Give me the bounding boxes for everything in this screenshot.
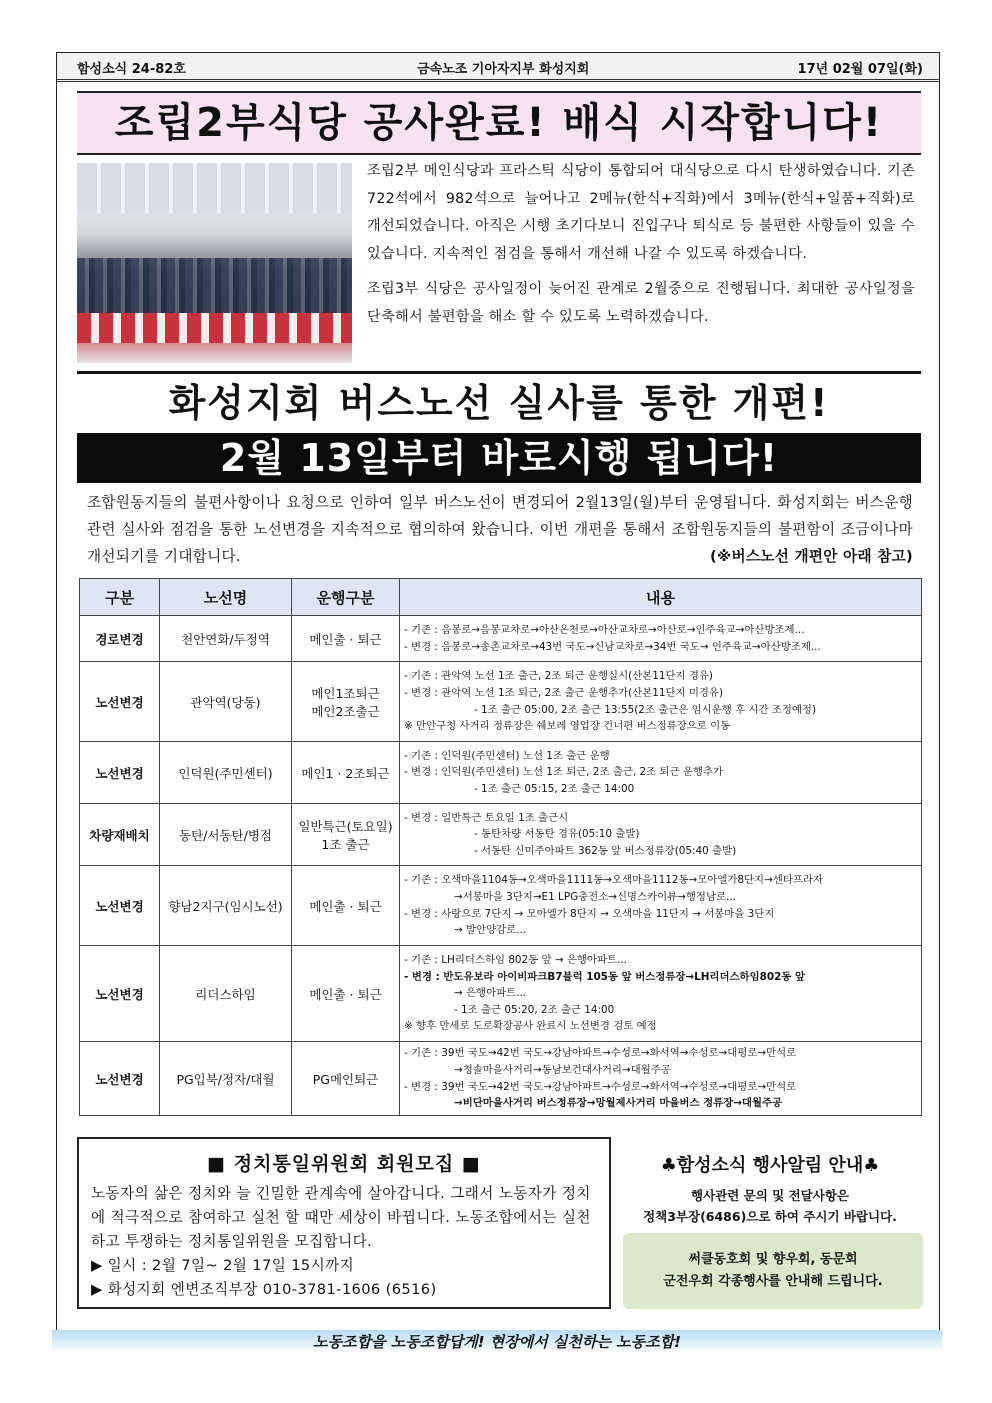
issue-date: 17년 02월 07일(화) — [797, 62, 923, 77]
content-line: - 서동탄 신미주아파트 362동 앞 버스정류장(05:40 출발) — [474, 844, 737, 857]
bus-route-table — [79, 578, 922, 1116]
bus-intro-note: (※버스노선 개편안 아래 참고) — [710, 548, 913, 565]
content-line: → 은행아파트... — [454, 987, 527, 1000]
table-row — [80, 662, 922, 742]
row-type: 경로변경 — [80, 616, 160, 662]
issue-number: 함성소식 24-82호 — [77, 62, 186, 77]
table-row — [80, 866, 922, 946]
content-line: - 동탄차량 서동탄 경유(05:10 출발) — [474, 828, 640, 841]
recruit-title: ■ 정치통일위원회 회원모집 ■ — [207, 1153, 481, 1175]
table-row — [80, 804, 922, 866]
col-content: 내용 — [400, 579, 922, 616]
content-line: → 발안양감로... — [454, 924, 527, 937]
bus-intro — [87, 489, 913, 570]
content-line: - 1조 출근 05:20, 2조 출근 14:00 — [454, 1003, 615, 1016]
content-line: →서봉마을 3단지→E1 LPG충전소→신명스카이뷰→행정남로... — [454, 890, 736, 903]
recruit-box — [77, 1137, 611, 1309]
content-line: ※ 만안구청 사거리 정류장은 쉐보레 영업장 건너편 버스정류장으로 이동 — [404, 720, 731, 733]
col-type: 구분 — [80, 579, 160, 616]
recruit-text: 노동자의 삶은 정치와 늘 긴밀한 관계속에 살아갑니다. 그래서 노동자가 정치에 적극적으로 참여하고 실천 할 때만 세상이 바뀝니다. 노동조합에서는 실천하고 투쟁하는 정치통일위원을 모집합니다. — [91, 1185, 591, 1250]
event-info-line-2: 정책3부장(6486)으로 하여 주시기 바랍니다. — [643, 1209, 897, 1224]
row-route: 인덕원(주민센터) — [160, 742, 292, 804]
content-line: - 기존 : 관악역 노선 1조 출근, 2조 퇴근 운행실시(산본11단지 경유) — [404, 670, 713, 683]
header-bar — [57, 53, 939, 82]
cafeteria-para-1: 조립2부 메인식당과 프라스틱 식당이 통합되어 대식당으로 다시 탄생하였습니다. 기존 722석에서 982석으로 늘어나고 2메뉴(한식+직화)에서 3메뉴(한식+일품+직화)로 개선되었습니다. 아직은 시행 초기다보니 진입구나 퇴식로 등 불편한 사항들이 있을 수 있습니다. 지속적인 점검을 통해서 개선해 나갈 수 있도록 하겠습니다. — [367, 163, 915, 262]
recruit-date: ▶ 일시 : 2월 7일~ 2월 17일 15시까지 — [91, 1257, 355, 1274]
content-line: - 1조 출근 05:15, 2조 출근 14:00 — [474, 782, 635, 795]
row-operation: 메인1 · 2조퇴근 — [292, 742, 400, 804]
content-line: - 변경 : 39번 국도→42번 국도→강남아파트→수성로→화서역→수성로→대평로→만석로 — [404, 1080, 797, 1093]
content-line: - 변경 : 관악역 노선 1조 퇴근, 2조 출근 운행추가(산본11단지 미경유) — [404, 686, 724, 699]
content-line: - 변경 : 사랑으로 7단지 → 모아엘가 8단지 → 오색마을 11단지 → 서봉마을 3단지 — [404, 907, 775, 920]
row-route: 리더스하임 — [160, 946, 292, 1042]
row-route: PG입북/정자/대월 — [160, 1042, 292, 1116]
recruit-body — [91, 1182, 597, 1302]
cafeteria-headline: 조립2부식당 공사완료! 배식 시작합니다! — [77, 91, 921, 155]
footer-slogan: 노동조합을 노동조합답게! 현장에서 실천하는 노동조합! — [52, 1330, 942, 1354]
row-route: 천안연화/두정역 — [160, 616, 292, 662]
content-line: - 기존 : 오색마을1104동→오색마을1111동→오색마을1112동→모아엘가8단지→센타프라자 — [404, 874, 823, 887]
row-operation: 일반특근(토요일) 1조 출근 — [292, 804, 400, 866]
content-line: - 1조 출근 05:00, 2조 출근 13:55(2조 출근은 임시운행 후 시간 조정예정) — [474, 703, 816, 716]
row-operation: 메인출 · 퇴근 — [292, 616, 400, 662]
row-content — [400, 662, 922, 742]
col-operation: 운행구분 — [292, 579, 400, 616]
row-type: 노선변경 — [80, 1042, 160, 1116]
table-row — [80, 616, 922, 662]
newsletter-page — [56, 52, 940, 1332]
row-type: 노선변경 — [80, 866, 160, 946]
content-line: - 변경 : 반도유보라 아이비파크B7블럭 105동 앞 버스정류장→LH리더스하임802동 앞 — [404, 970, 806, 983]
content-line: - 변경 : 일반특근 토요일 1조 출근시 — [404, 811, 569, 824]
row-type: 노선변경 — [80, 742, 160, 804]
event-notice-line-1: 써클동호회 및 향우회, 동문회 — [688, 1252, 858, 1267]
cafeteria-para-2: 조립3부 식당은 공사일정이 늦어진 관계로 2월중으로 진행됩니다. 최대한 공사일정을 단축해서 불편함을 해소 할 수 있도록 노력하겠습니다. — [367, 281, 915, 325]
event-title: ♣함성소식 행사알림 안내♣ — [660, 1155, 880, 1176]
row-content — [400, 742, 922, 804]
table-row — [80, 946, 922, 1042]
row-content — [400, 946, 922, 1042]
cafeteria-article — [367, 158, 915, 331]
row-operation: 메인출 · 퇴근 — [292, 866, 400, 946]
content-line: - 기존 : 인덕원(주민센터) 노선 1조 출근 운행 — [404, 749, 610, 762]
table-header-row — [80, 579, 922, 616]
row-operation: 메인출 · 퇴근 — [292, 946, 400, 1042]
bus-headline: 화성지회 버스노선 실사를 통한 개편! — [168, 381, 830, 425]
row-type: 노선변경 — [80, 946, 160, 1042]
row-operation: 메인1조퇴근 메인2조출근 — [292, 662, 400, 742]
content-line: - 변경 : 인덕원(주민센터) 노선 1조 퇴근, 2조 출근, 2조 퇴근 운행추가 — [404, 766, 724, 779]
event-info — [625, 1185, 915, 1227]
row-operation: PG메인퇴근 — [292, 1042, 400, 1116]
row-content — [400, 616, 922, 662]
row-type: 차량재배치 — [80, 804, 160, 866]
content-line: - 변경 : 음봉로→송촌교차로→43번 국도→신남교차로→34번 국도→ 인주육교→아산방조제... — [404, 640, 821, 653]
org-name: 금속노조 기아자지부 화성지회 — [417, 62, 590, 77]
bus-subheadline: 2월 13일부터 바로시행 됩니다! — [77, 433, 921, 483]
row-type: 노선변경 — [80, 662, 160, 742]
content-line: - 기존 : 39번 국도→42번 국도→강남아파트→수성로→화서역→수성로→대평로→만석로 — [404, 1047, 797, 1060]
row-content — [400, 866, 922, 946]
row-route: 동탄/서동탄/병점 — [160, 804, 292, 866]
bus-intro-text: 조합원동지들의 불편사항이나 요청으로 인하여 일부 버스노선이 변경되어 2월13일(월)부터 운영됩니다. 화성지회는 버스운행관련 실사와 점검을 통한 노선변경을 지속적으로 협의하여 왔습니다. 이번 개편을 통해서 조합원동지들의 불편함이 조금이나마 개선되기를 기대합니다. — [87, 494, 913, 565]
content-line: - 기존 : 음봉로→음봉교차로→아산온천로→아산교차로→아산로→인주육교→아산방조제... — [404, 623, 805, 636]
content-line: →비단마을사거리 버스정류장→망월제사거리 마을버스 정류장→대월주공 — [454, 1097, 783, 1110]
recruit-contact: ▶ 화성지회 엔변조직부장 010-3781-1606 (6516) — [91, 1281, 437, 1298]
row-route: 관악역(당동) — [160, 662, 292, 742]
content-line: →청솔마을사거리→동남보건대사거리→대월주공 — [454, 1063, 671, 1076]
table-row — [80, 742, 922, 804]
event-notice-box — [623, 1233, 923, 1309]
cafeteria-photo — [77, 163, 352, 363]
row-content — [400, 1042, 922, 1116]
event-notice-line-2: 군전우회 각종행사를 안내해 드립니다. — [663, 1274, 883, 1289]
table-row — [80, 1042, 922, 1116]
row-content — [400, 804, 922, 866]
event-info-line-1: 행사관련 문의 및 전달사항은 — [691, 1188, 849, 1203]
content-line: ※ 향후 만세로 도로확장공사 완료시 노선변경 검토 예정 — [404, 1020, 657, 1033]
content-line: - 기존 : LH리더스하임 802동 앞 → 은행아파트... — [404, 954, 627, 967]
col-route: 노선명 — [160, 579, 292, 616]
row-route: 향남2지구(임시노선) — [160, 866, 292, 946]
section-divider — [77, 371, 921, 374]
